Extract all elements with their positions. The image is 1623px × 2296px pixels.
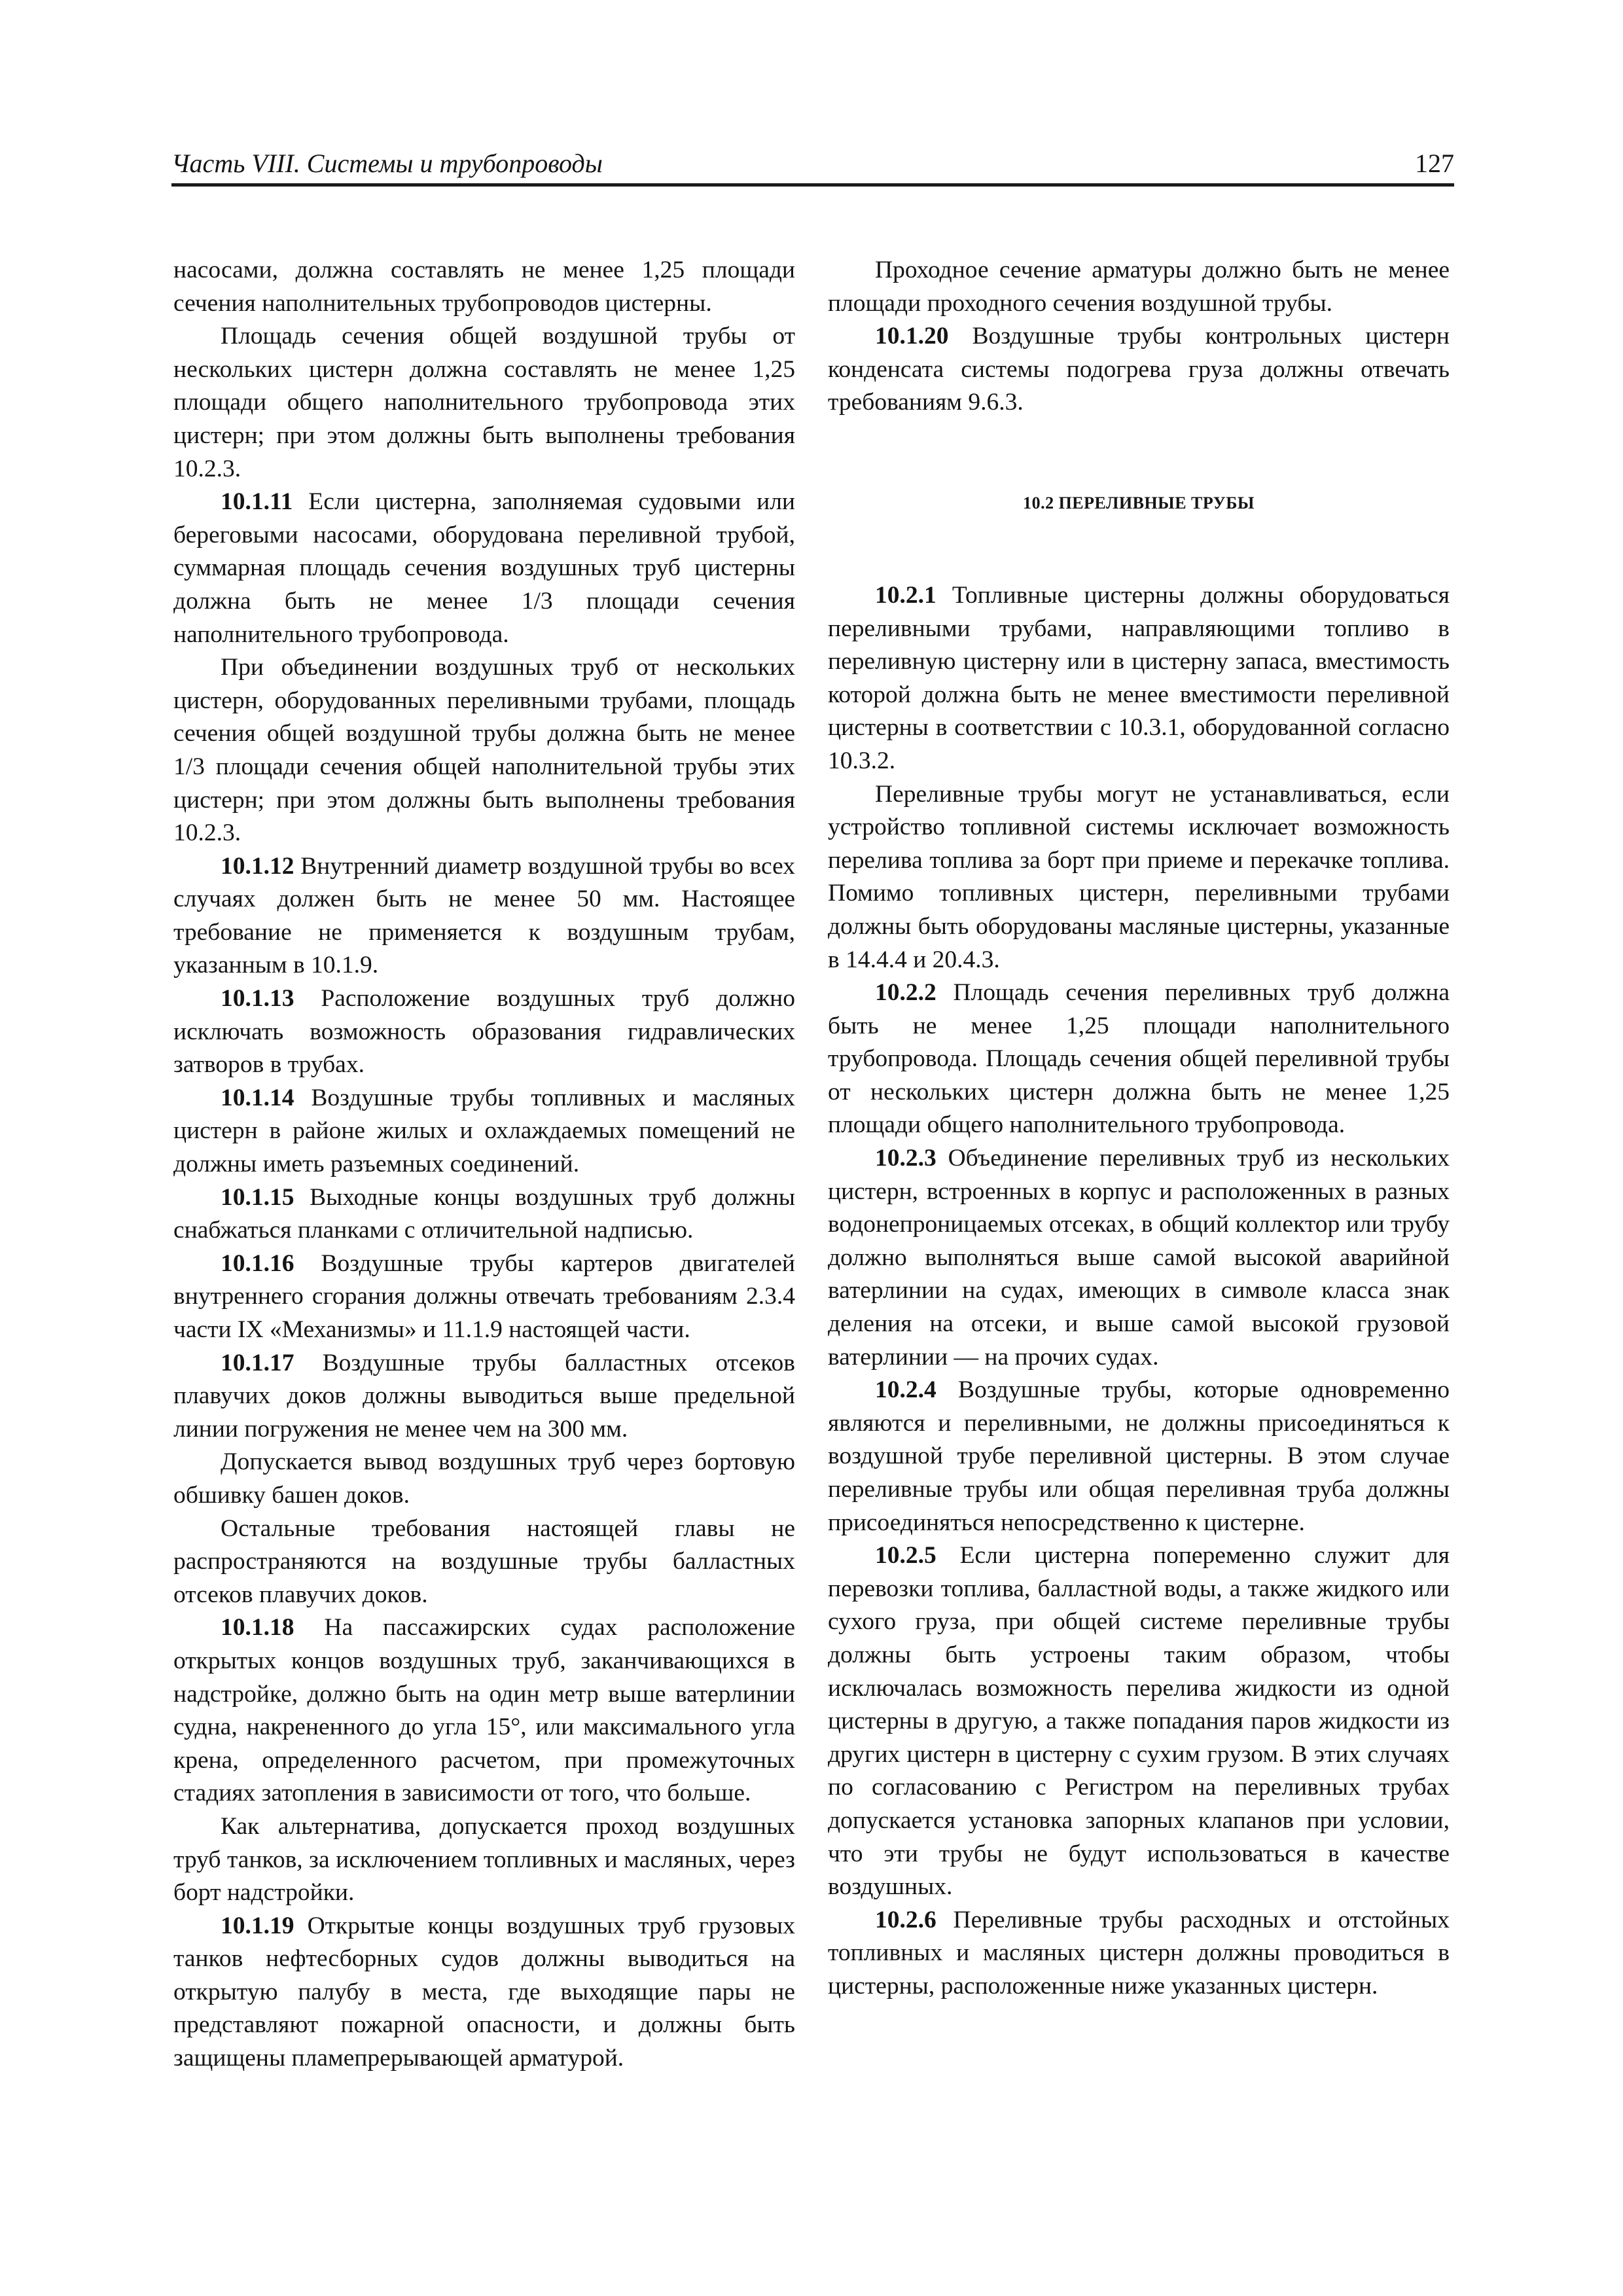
paragraph-text: При объединении воздушных труб от нескольких цистерн, оборудованных переливными трубами, площадь сечения общей воздушной трубы должна быть не менее 1/3 площади сечения общей наполнительной трубы этих цистерн; при этом должны быть выполнены требования 10.2.3. [173, 654, 795, 847]
paragraph-text: Если цистерна попеременно служит для перевозки топлива, балластной воды, а также жидкого или сухого груза, при общей системе переливные трубы должны быть устроены таким образом, чтобы исключалась возможность перелива жидкости из одной цистерны в другую, а также попадания паров жидкости из других цистерн в цистерну с сухим грузом. В этих случаях по согласованию с Регистром на переливных трубах допускается установка запорных клапанов при условии, что эти трубы не будут использоваться в качестве воздушных. [828, 1542, 1450, 1901]
running-header [171, 143, 1454, 187]
paragraph-text: Остальные требования настоящей главы не распространяются на воздушные трубы балластных отсеков плавучих доков. [173, 1515, 795, 1608]
right-column [828, 254, 1450, 2003]
clause-10-2-3 [828, 1142, 1450, 1374]
paragraph-text: Внутренний диаметр воздушной трубы во всех случаях должен быть не менее 50 мм. Настоящее требование не применяется к воздушным трубам, указанным в 10.1.9. [173, 852, 795, 979]
paragraph [828, 254, 1450, 320]
paragraph-text: Проходное сечение арматуры должно быть не менее площади проходного сечения воздушной трубы. [828, 257, 1450, 317]
clause-number: 10.2.2 [875, 979, 936, 1007]
paragraph-text: Допускается вывод воздушных труб через бортовую обшивку башен доков. [173, 1448, 795, 1509]
paragraph-text: насосами, должна составлять не менее 1,25 площади сечения наполнительных трубопроводов цистерны. [173, 257, 795, 317]
paragraph-text: Открытые концы воздушных труб грузовых танков нефтесборных судов должны выводиться на открытую палубу в места, где выходящие пары не представляют пожарной опасности, и должны быть защищены пламепрерывающей арматурой. [173, 1912, 795, 2072]
clause-number: 10.1.12 [221, 852, 294, 880]
clause-number: 10.1.14 [221, 1084, 294, 1111]
paragraph-text: Как альтернатива, допускается проход воздушных труб танков, за исключением топливных и масляных, через борт надстройки. [173, 1812, 795, 1907]
paragraph-text: Расположение воздушных труб должно исключать возможность образования гидравлических затворов в трубах. [173, 985, 795, 1079]
paragraph [173, 651, 795, 850]
paragraph-text: Топливные цистерны должны оборудоваться переливными трубами, направляющими топливо в переливную цистерну или в цистерну запаса, вместимость которой должна быть не менее вместимости переливной цистерны в соответствии с 10.3.1, оборудованной согласно 10.3.2. [828, 581, 1450, 774]
paragraph-text: Если цистерна, заполняемая судовыми или береговыми насосами, оборудована переливной трубой, суммарная площадь сечения воздушных труб цистерны должна быть не менее 1/3 площади сечения наполнительного трубопровода. [173, 488, 795, 648]
section-spacer [828, 420, 1450, 490]
paragraph [173, 1513, 795, 1612]
clause-number: 10.1.19 [221, 1912, 294, 1939]
paragraph [828, 778, 1450, 977]
clause-number: 10.1.16 [221, 1249, 294, 1277]
clause-10-1-18 [173, 1611, 795, 1810]
clause-number: 10.1.20 [875, 323, 949, 350]
paragraph-text: Воздушные трубы, которые одновременно являются и переливными, не должны присоединяться к воздушной трубе переливной цистерны. В этом случае переливные трубы или общая переливная труба должны присоединяться непосредственно к цистерне. [828, 1376, 1450, 1536]
clause-number: 10.1.15 [221, 1183, 294, 1211]
clause-10-1-15 [173, 1181, 795, 1247]
paragraph-text: Переливные трубы расходных и отстойных топливных и масляных цистерн должны проводиться в цистерны, расположенные ниже указанных цистерн. [828, 1906, 1450, 2000]
clause-number: 10.1.11 [221, 488, 293, 516]
clause-number: 10.1.17 [221, 1349, 294, 1376]
clause-number: 10.2.1 [875, 581, 936, 609]
paragraph-text: Переливные трубы могут не устанавливаться, если устройство топливной системы исключает возможность перелива топлива за борт при приеме и перекачке топлива. Помимо топливных цистерн, переливными трубами должны быть оборудованы масляные цистерны, указанные в 14.4.4 и 20.4.3. [828, 780, 1450, 973]
clause-number: 10.1.13 [221, 985, 294, 1013]
clause-10-1-12 [173, 850, 795, 982]
clause-number: 10.1.18 [221, 1614, 294, 1641]
header-title: Часть VIII. Системы и трубопроводы [171, 149, 603, 178]
paragraph-text: Площадь сечения общей воздушной трубы от нескольких цистерн должна составлять не менее 1,25 площади общего наполнительного трубопровода этих цистерн; при этом должны быть выполнены требования 10.2.3. [173, 323, 795, 482]
paragraph-text: Воздушные трубы балластных отсеков плавучих доков должны выводиться выше предельной линии погружения не менее чем на 300 мм. [173, 1349, 795, 1443]
paragraph-text: Площадь сечения переливных труб должна быть не менее 1,25 площади наполнительного трубопровода. Площадь сечения общей переливной трубы от нескольких цистерн должна быть не менее 1,25 площади общего наполнительного трубопровода. [828, 979, 1450, 1139]
paragraph [173, 1810, 795, 1910]
paragraph-text: Выходные концы воздушных труб должны снабжаться планками с отличительной надписью. [173, 1183, 795, 1244]
clause-10-1-17 [173, 1347, 795, 1446]
clause-10-1-14 [173, 1082, 795, 1181]
clause-number: 10.2.6 [875, 1906, 936, 1933]
paragraph-text: Воздушные трубы контрольных цистерн конденсата системы подогрева груза должны отвечать требованиям 9.6.3. [828, 323, 1450, 416]
clause-number: 10.2.4 [875, 1376, 936, 1404]
clause-10-2-4 [828, 1374, 1450, 1539]
paragraph [173, 320, 795, 486]
section-spacer [828, 516, 1450, 579]
clause-10-1-16 [173, 1247, 795, 1347]
section-title: 10.2 ПЕРЕЛИВНЫЕ ТРУБЫ [1023, 493, 1255, 512]
paragraph-text: На пассажирских судах расположение открытых концов воздушных труб, заканчивающихся в надстройке, должно быть на один метр выше ватерлинии судна, накрененного до угла 15°, или максимального угла крена, определенного расчетом, при промежуточных стадиях затопления в зависимости от того, что больше. [173, 1614, 795, 1807]
clause-number: 10.2.3 [875, 1145, 936, 1172]
clause-number: 10.2.5 [875, 1542, 936, 1570]
clause-10-2-5 [828, 1539, 1450, 1904]
paragraph-text: Воздушные трубы топливных и масляных цистерн в районе жилых и охлаждаемых помещений не должны иметь разъемных соединений. [173, 1084, 795, 1178]
clause-10-2-2 [828, 977, 1450, 1142]
paragraph [173, 1446, 795, 1512]
clause-10-1-19 [173, 1910, 795, 2075]
clause-10-1-13 [173, 982, 795, 1082]
clause-10-2-6 [828, 1904, 1450, 2003]
paragraph-text: Объединение переливных труб из нескольких цистерн, встроенных в корпус и расположенных в разных водонепроницаемых отсеках, в общий коллектор или трубу должно выполняться выше самой высокой аварийной ватерлинии на судах, имеющих в символе класса знак деления на отсеки, и выше самой высокой грузовой ватерлинии — на прочих судах. [828, 1145, 1450, 1371]
left-column [173, 254, 795, 2075]
page-number: 127 [1415, 149, 1454, 178]
paragraph [173, 254, 795, 320]
clause-10-2-1 [828, 579, 1450, 778]
clause-10-1-11 [173, 486, 795, 651]
clause-10-1-20 [828, 320, 1450, 420]
paragraph-text: Воздушные трубы картеров двигателей внутреннего сгорания должны отвечать требованиям 2.3.4 части IX «Механизмы» и 11.1.9 настоящей части. [173, 1249, 795, 1343]
